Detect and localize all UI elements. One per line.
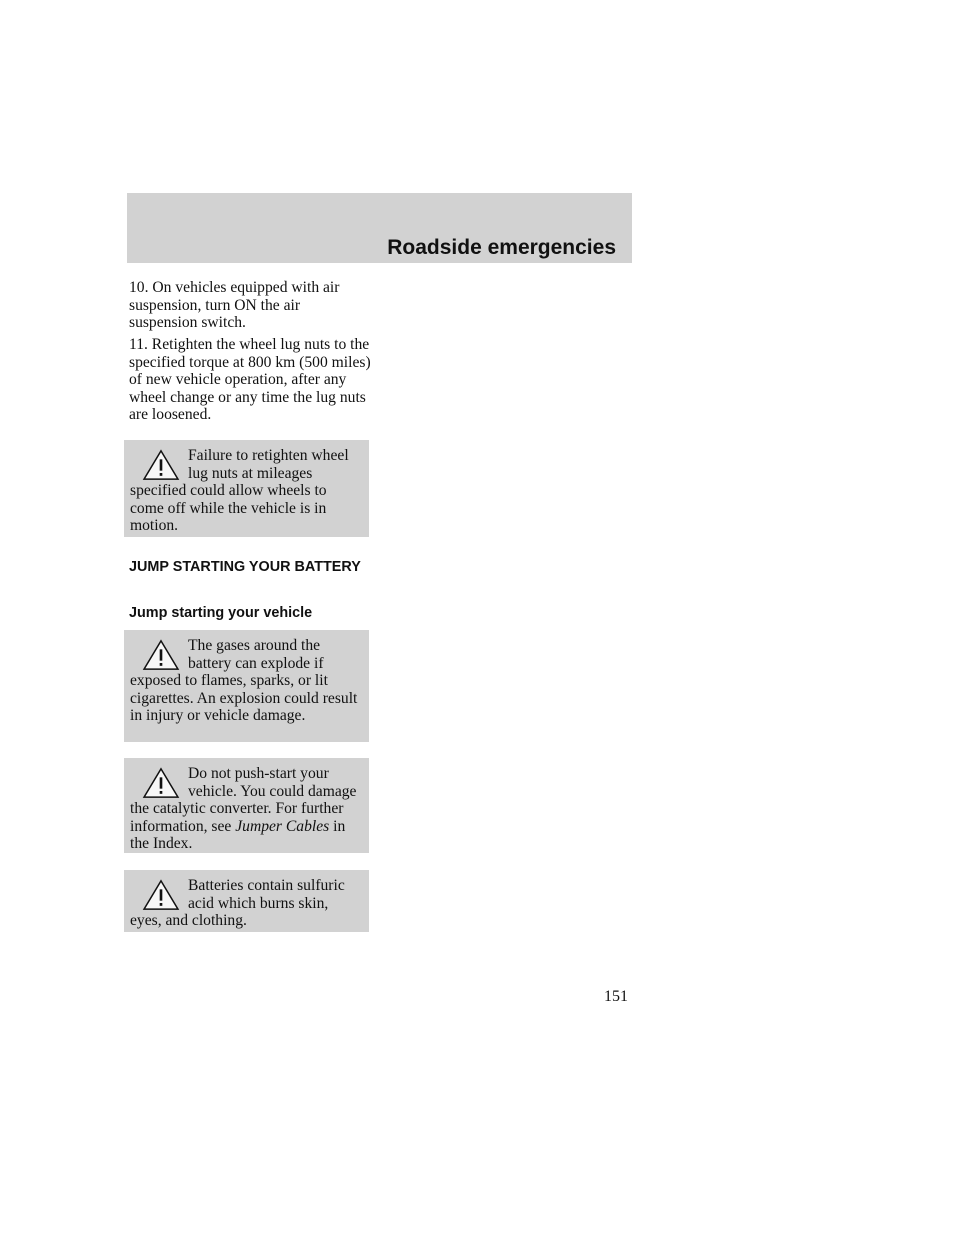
step-10-text: 10. On vehicles equipped with air suspension, turn ON the air suspension switch. [129, 279, 340, 331]
warning-text: Failure to retighten wheel lug nuts at mileages specified could allow wheels to come off while the vehicle is in motion. [130, 447, 349, 534]
warning-text-after: in the Index. [130, 817, 346, 852]
warning-text-before: Do not push-start your vehicle. You could damage the catalytic converter. For further information, see [130, 765, 357, 835]
section-title: Roadside emergencies [387, 236, 616, 259]
step-11-paragraph [129, 336, 372, 424]
step-11-text: 11. Retighten the wheel lug nuts to the specified torque at 800 km (500 miles) of new vehicle operation, after any wheel change or any time the lug nuts are loosened. [129, 336, 371, 423]
warning-text: Batteries contain sulfuric acid which burns skin, eyes, and clothing. [130, 877, 345, 929]
page-number: 151 [604, 988, 628, 1005]
warning-box-gases [124, 630, 369, 742]
warning-box-lug-nuts [124, 440, 369, 537]
warning-triangle-icon [142, 449, 180, 481]
subsection-heading: Jump starting your vehicle [129, 605, 313, 621]
warning-triangle-icon [142, 639, 180, 671]
warning-box-push-start [124, 758, 369, 853]
warning-triangle-icon [142, 879, 180, 911]
section-header-bar [127, 193, 632, 263]
section-heading: JUMP STARTING YOUR BATTERY [129, 559, 361, 575]
warning-triangle-icon [142, 767, 180, 799]
step-10-paragraph [129, 279, 372, 332]
warning-box-sulfuric-acid [124, 870, 369, 932]
jumper-cables-reference: Jumper Cables [235, 817, 330, 835]
warning-text: The gases around the battery can explode if exposed to flames, sparks, or lit cigarettes. An explosion could result in injury or vehicle damage. [130, 637, 358, 724]
